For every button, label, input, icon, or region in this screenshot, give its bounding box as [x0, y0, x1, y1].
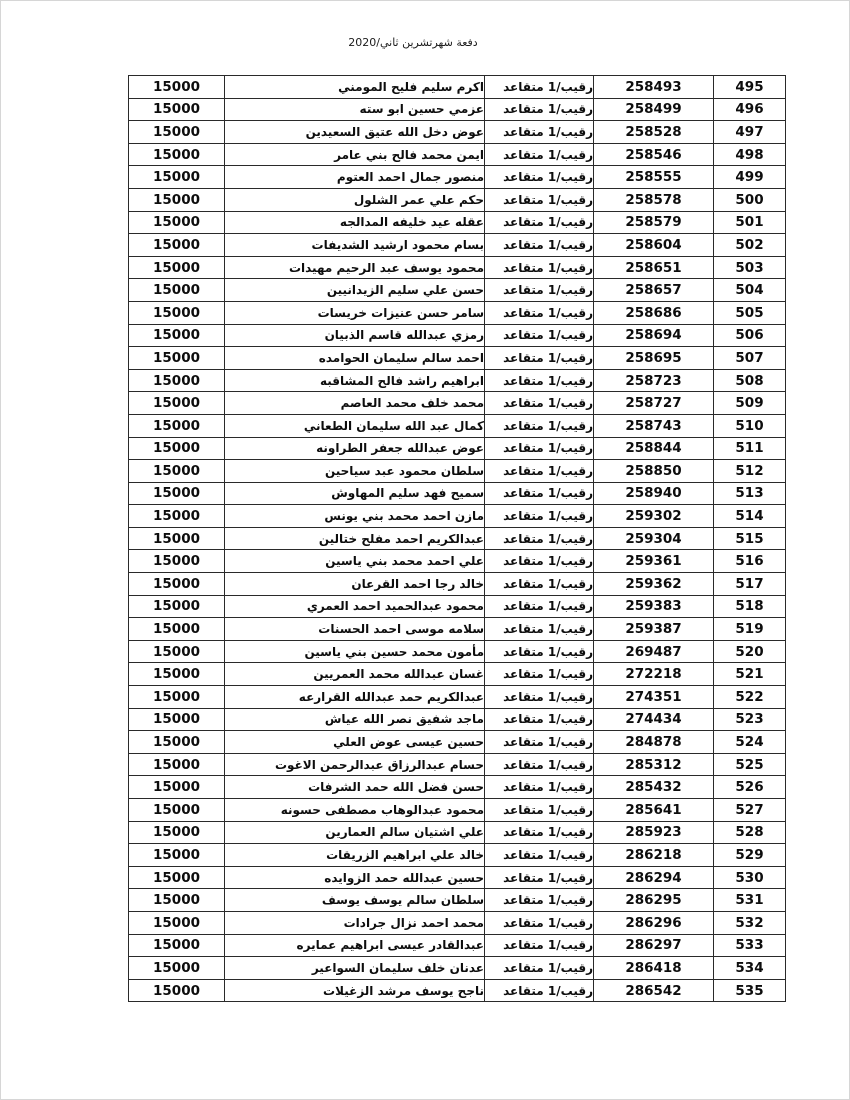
table-row	[129, 505, 786, 528]
rank-cell: رقيب/1 متقاعد	[485, 844, 594, 867]
seq-cell: 518	[714, 595, 786, 618]
amount-cell: 15000	[129, 324, 225, 347]
name-cell: عبدالقادر عيسى ابراهيم عمايره	[225, 934, 485, 957]
amount-cell: 15000	[129, 482, 225, 505]
table-row	[129, 369, 786, 392]
seq-cell: 524	[714, 731, 786, 754]
rank-cell: رقيب/1 متقاعد	[485, 595, 594, 618]
id-cell: 258604	[594, 234, 714, 257]
name-cell: مأمون محمد حسين بني ياسين	[225, 640, 485, 663]
table-row	[129, 979, 786, 1002]
amount-cell: 15000	[129, 753, 225, 776]
seq-cell: 516	[714, 550, 786, 573]
seq-cell: 526	[714, 776, 786, 799]
amount-cell: 15000	[129, 211, 225, 234]
rank-cell: رقيب/1 متقاعد	[485, 753, 594, 776]
id-cell: 286297	[594, 934, 714, 957]
id-cell: 285312	[594, 753, 714, 776]
rank-cell: رقيب/1 متقاعد	[485, 866, 594, 889]
table-row	[129, 324, 786, 347]
rank-cell: رقيب/1 متقاعد	[485, 527, 594, 550]
id-cell: 274351	[594, 686, 714, 709]
retirees-payment-table	[128, 75, 786, 1002]
name-cell: كمال عبد الله سليمان الطعاني	[225, 414, 485, 437]
seq-cell: 508	[714, 369, 786, 392]
amount-cell: 15000	[129, 279, 225, 302]
id-cell: 274434	[594, 708, 714, 731]
seq-cell: 506	[714, 324, 786, 347]
amount-cell: 15000	[129, 505, 225, 528]
amount-cell: 15000	[129, 414, 225, 437]
amount-cell: 15000	[129, 301, 225, 324]
seq-cell: 521	[714, 663, 786, 686]
seq-cell: 503	[714, 256, 786, 279]
table-row	[129, 911, 786, 934]
table-row	[129, 957, 786, 980]
table-row	[129, 392, 786, 415]
id-cell: 258657	[594, 279, 714, 302]
table-row	[129, 482, 786, 505]
table-row	[129, 866, 786, 889]
seq-cell: 500	[714, 188, 786, 211]
seq-cell: 512	[714, 460, 786, 483]
seq-cell: 533	[714, 934, 786, 957]
name-cell: سامر حسن عنيزات خريسات	[225, 301, 485, 324]
name-cell: علي احمد محمد بني ياسين	[225, 550, 485, 573]
table-row	[129, 98, 786, 121]
name-cell: عوض عبدالله جعفر الطراونه	[225, 437, 485, 460]
id-cell: 258546	[594, 143, 714, 166]
amount-cell: 15000	[129, 776, 225, 799]
rank-cell: رقيب/1 متقاعد	[485, 301, 594, 324]
seq-cell: 515	[714, 527, 786, 550]
table-row	[129, 121, 786, 144]
id-cell: 258723	[594, 369, 714, 392]
name-cell: عبدالكريم حمد عبدالله القرارعه	[225, 686, 485, 709]
rank-cell: رقيب/1 متقاعد	[485, 414, 594, 437]
name-cell: عقله عيد خليفه المدالجه	[225, 211, 485, 234]
id-cell: 286294	[594, 866, 714, 889]
seq-cell: 534	[714, 957, 786, 980]
rank-cell: رقيب/1 متقاعد	[485, 776, 594, 799]
name-cell: حسين عيسى عوض العلي	[225, 731, 485, 754]
id-cell: 285641	[594, 799, 714, 822]
seq-cell: 513	[714, 482, 786, 505]
rank-cell: رقيب/1 متقاعد	[485, 234, 594, 257]
name-cell: محمود عبدالحميد احمد العمري	[225, 595, 485, 618]
rank-cell: رقيب/1 متقاعد	[485, 708, 594, 731]
table-row	[129, 188, 786, 211]
seq-cell: 529	[714, 844, 786, 867]
seq-cell: 520	[714, 640, 786, 663]
table-row	[129, 211, 786, 234]
rank-cell: رقيب/1 متقاعد	[485, 392, 594, 415]
table-row	[129, 844, 786, 867]
page-title: دفعة شهرتشرين ثاني/2020	[348, 36, 478, 49]
id-cell: 258743	[594, 414, 714, 437]
rank-cell: رقيب/1 متقاعد	[485, 166, 594, 189]
table-row	[129, 595, 786, 618]
amount-cell: 15000	[129, 663, 225, 686]
id-cell: 258940	[594, 482, 714, 505]
name-cell: ايمن محمد فالح بني عامر	[225, 143, 485, 166]
id-cell: 259304	[594, 527, 714, 550]
rank-cell: رقيب/1 متقاعد	[485, 979, 594, 1002]
id-cell: 258579	[594, 211, 714, 234]
name-cell: حسن فضل الله حمد الشرفات	[225, 776, 485, 799]
table-row	[129, 821, 786, 844]
table-row	[129, 934, 786, 957]
amount-cell: 15000	[129, 527, 225, 550]
amount-cell: 15000	[129, 234, 225, 257]
id-cell: 258850	[594, 460, 714, 483]
name-cell: محمد احمد نزال جرادات	[225, 911, 485, 934]
amount-cell: 15000	[129, 821, 225, 844]
seq-cell: 505	[714, 301, 786, 324]
rank-cell: رقيب/1 متقاعد	[485, 460, 594, 483]
seq-cell: 507	[714, 347, 786, 370]
table-row	[129, 234, 786, 257]
table-row	[129, 414, 786, 437]
amount-cell: 15000	[129, 934, 225, 957]
id-cell: 258844	[594, 437, 714, 460]
id-cell: 286296	[594, 911, 714, 934]
table-row	[129, 460, 786, 483]
seq-cell: 501	[714, 211, 786, 234]
rank-cell: رقيب/1 متقاعد	[485, 188, 594, 211]
amount-cell: 15000	[129, 799, 225, 822]
seq-cell: 499	[714, 166, 786, 189]
id-cell: 286542	[594, 979, 714, 1002]
amount-cell: 15000	[129, 866, 225, 889]
seq-cell: 532	[714, 911, 786, 934]
seq-cell: 497	[714, 121, 786, 144]
name-cell: سلطان سالم يوسف يوسف	[225, 889, 485, 912]
rank-cell: رقيب/1 متقاعد	[485, 347, 594, 370]
seq-cell: 517	[714, 573, 786, 596]
name-cell: غسان عبدالله محمد العمريين	[225, 663, 485, 686]
table-row	[129, 686, 786, 709]
amount-cell: 15000	[129, 121, 225, 144]
id-cell: 259361	[594, 550, 714, 573]
amount-cell: 15000	[129, 76, 225, 99]
id-cell: 259362	[594, 573, 714, 596]
rank-cell: رقيب/1 متقاعد	[485, 437, 594, 460]
name-cell: اكرم سليم فليح المومني	[225, 76, 485, 99]
seq-cell: 514	[714, 505, 786, 528]
amount-cell: 15000	[129, 573, 225, 596]
name-cell: ناجح يوسف مرشد الزغيلات	[225, 979, 485, 1002]
id-cell: 258493	[594, 76, 714, 99]
name-cell: احمد سالم سليمان الحوامده	[225, 347, 485, 370]
table-row	[129, 166, 786, 189]
id-cell: 286295	[594, 889, 714, 912]
seq-cell: 528	[714, 821, 786, 844]
rank-cell: رقيب/1 متقاعد	[485, 799, 594, 822]
table-row	[129, 731, 786, 754]
name-cell: عدنان خلف سليمان السواعير	[225, 957, 485, 980]
amount-cell: 15000	[129, 460, 225, 483]
rank-cell: رقيب/1 متقاعد	[485, 821, 594, 844]
id-cell: 258686	[594, 301, 714, 324]
table-row	[129, 347, 786, 370]
name-cell: مازن احمد محمد بني يونس	[225, 505, 485, 528]
amount-cell: 15000	[129, 640, 225, 663]
table-body	[129, 76, 786, 1002]
seq-cell: 523	[714, 708, 786, 731]
rank-cell: رقيب/1 متقاعد	[485, 573, 594, 596]
table-row	[129, 527, 786, 550]
id-cell: 258499	[594, 98, 714, 121]
amount-cell: 15000	[129, 911, 225, 934]
rank-cell: رقيب/1 متقاعد	[485, 731, 594, 754]
amount-cell: 15000	[129, 686, 225, 709]
seq-cell: 519	[714, 618, 786, 641]
amount-cell: 15000	[129, 979, 225, 1002]
rank-cell: رقيب/1 متقاعد	[485, 98, 594, 121]
amount-cell: 15000	[129, 731, 225, 754]
name-cell: حسين عبدالله حمد الزوايده	[225, 866, 485, 889]
rank-cell: رقيب/1 متقاعد	[485, 143, 594, 166]
amount-cell: 15000	[129, 256, 225, 279]
table-row	[129, 256, 786, 279]
table-row	[129, 889, 786, 912]
rank-cell: رقيب/1 متقاعد	[485, 686, 594, 709]
rank-cell: رقيب/1 متقاعد	[485, 911, 594, 934]
id-cell: 258694	[594, 324, 714, 347]
table-row	[129, 279, 786, 302]
seq-cell: 504	[714, 279, 786, 302]
rank-cell: رقيب/1 متقاعد	[485, 640, 594, 663]
amount-cell: 15000	[129, 550, 225, 573]
name-cell: سميح فهد سليم المهاوش	[225, 482, 485, 505]
table-row	[129, 301, 786, 324]
rank-cell: رقيب/1 متقاعد	[485, 957, 594, 980]
amount-cell: 15000	[129, 437, 225, 460]
name-cell: عوض دخل الله عتيق السعيدين	[225, 121, 485, 144]
name-cell: عزمي حسين ابو سته	[225, 98, 485, 121]
amount-cell: 15000	[129, 618, 225, 641]
id-cell: 286418	[594, 957, 714, 980]
name-cell: منصور جمال احمد العتوم	[225, 166, 485, 189]
table-row	[129, 663, 786, 686]
seq-cell: 525	[714, 753, 786, 776]
name-cell: سلطان محمود عبد سياحين	[225, 460, 485, 483]
id-cell: 258651	[594, 256, 714, 279]
rank-cell: رقيب/1 متقاعد	[485, 256, 594, 279]
amount-cell: 15000	[129, 957, 225, 980]
id-cell: 259387	[594, 618, 714, 641]
seq-cell: 496	[714, 98, 786, 121]
id-cell: 285923	[594, 821, 714, 844]
table-row	[129, 573, 786, 596]
name-cell: علي اشتيان سالم العمارين	[225, 821, 485, 844]
amount-cell: 15000	[129, 188, 225, 211]
name-cell: محمود يوسف عبد الرحيم مهيدات	[225, 256, 485, 279]
amount-cell: 15000	[129, 166, 225, 189]
name-cell: محمد خلف محمد العاصم	[225, 392, 485, 415]
rank-cell: رقيب/1 متقاعد	[485, 482, 594, 505]
seq-cell: 522	[714, 686, 786, 709]
id-cell: 285432	[594, 776, 714, 799]
table-row	[129, 143, 786, 166]
table-row	[129, 76, 786, 99]
rank-cell: رقيب/1 متقاعد	[485, 279, 594, 302]
table-row	[129, 640, 786, 663]
seq-cell: 511	[714, 437, 786, 460]
seq-cell: 509	[714, 392, 786, 415]
seq-cell: 527	[714, 799, 786, 822]
amount-cell: 15000	[129, 369, 225, 392]
amount-cell: 15000	[129, 392, 225, 415]
table-row	[129, 437, 786, 460]
id-cell: 258578	[594, 188, 714, 211]
rank-cell: رقيب/1 متقاعد	[485, 663, 594, 686]
name-cell: ماجد شفيق نصر الله عياش	[225, 708, 485, 731]
name-cell: حسام عبدالرزاق عبدالرحمن الاغوت	[225, 753, 485, 776]
table-row	[129, 799, 786, 822]
seq-cell: 535	[714, 979, 786, 1002]
id-cell: 258695	[594, 347, 714, 370]
rank-cell: رقيب/1 متقاعد	[485, 618, 594, 641]
id-cell: 258528	[594, 121, 714, 144]
rank-cell: رقيب/1 متقاعد	[485, 550, 594, 573]
name-cell: بسام محمود ارشيد الشديفات	[225, 234, 485, 257]
name-cell: سلامه موسى احمد الحسنات	[225, 618, 485, 641]
table-row	[129, 618, 786, 641]
rank-cell: رقيب/1 متقاعد	[485, 934, 594, 957]
amount-cell: 15000	[129, 708, 225, 731]
rank-cell: رقيب/1 متقاعد	[485, 324, 594, 347]
table-row	[129, 753, 786, 776]
id-cell: 286218	[594, 844, 714, 867]
id-cell: 272218	[594, 663, 714, 686]
table-row	[129, 776, 786, 799]
name-cell: حسن علي سليم الزيدانيين	[225, 279, 485, 302]
name-cell: محمود عبدالوهاب مصطفى حسونه	[225, 799, 485, 822]
amount-cell: 15000	[129, 595, 225, 618]
amount-cell: 15000	[129, 143, 225, 166]
amount-cell: 15000	[129, 347, 225, 370]
id-cell: 258555	[594, 166, 714, 189]
seq-cell: 531	[714, 889, 786, 912]
seq-cell: 498	[714, 143, 786, 166]
rank-cell: رقيب/1 متقاعد	[485, 121, 594, 144]
name-cell: حكم علي عمر الشلول	[225, 188, 485, 211]
seq-cell: 530	[714, 866, 786, 889]
id-cell: 284878	[594, 731, 714, 754]
name-cell: عبدالكريم احمد مفلح ختالين	[225, 527, 485, 550]
table-row	[129, 708, 786, 731]
seq-cell: 502	[714, 234, 786, 257]
name-cell: ابراهيم راشد فالح المشاقبه	[225, 369, 485, 392]
id-cell: 259383	[594, 595, 714, 618]
name-cell: خالد علي ابراهيم الزريقات	[225, 844, 485, 867]
rank-cell: رقيب/1 متقاعد	[485, 369, 594, 392]
amount-cell: 15000	[129, 844, 225, 867]
rank-cell: رقيب/1 متقاعد	[485, 889, 594, 912]
id-cell: 259302	[594, 505, 714, 528]
table-row	[129, 550, 786, 573]
seq-cell: 495	[714, 76, 786, 99]
id-cell: 269487	[594, 640, 714, 663]
rank-cell: رقيب/1 متقاعد	[485, 211, 594, 234]
id-cell: 258727	[594, 392, 714, 415]
rank-cell: رقيب/1 متقاعد	[485, 505, 594, 528]
rank-cell: رقيب/1 متقاعد	[485, 76, 594, 99]
amount-cell: 15000	[129, 98, 225, 121]
amount-cell: 15000	[129, 889, 225, 912]
name-cell: خالد رجا احمد القرعان	[225, 573, 485, 596]
name-cell: رمزي عبدالله قاسم الذبيان	[225, 324, 485, 347]
seq-cell: 510	[714, 414, 786, 437]
